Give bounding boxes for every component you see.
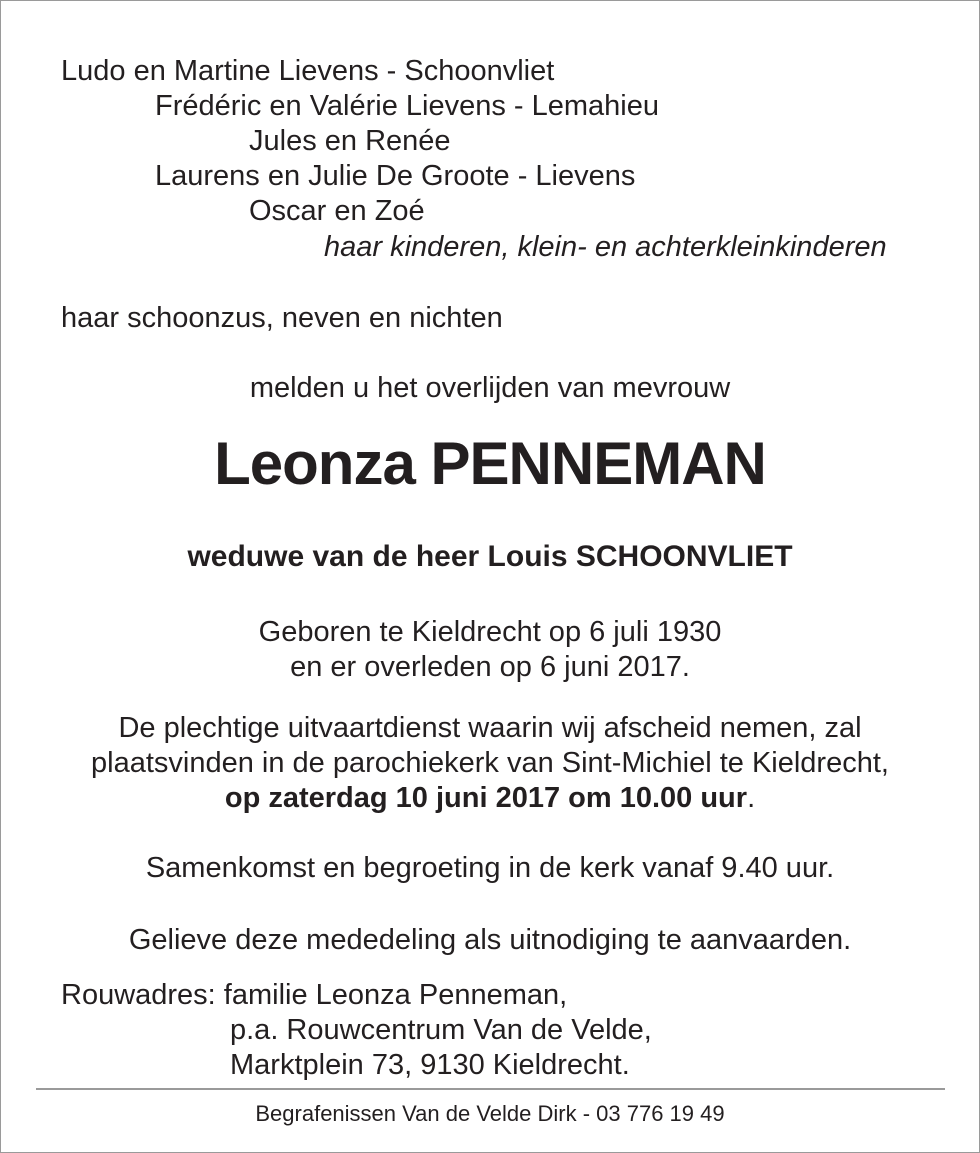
died-line: en er overleden op 6 juni 2017. [290, 651, 690, 683]
deceased-name: Leonza PENNEMAN [214, 430, 766, 497]
family-line-5: Oscar en Zoé [249, 195, 425, 227]
family-others: haar schoonzus, neven en nichten [61, 302, 503, 334]
funeral-home-footer: Begrafenissen Van de Velde Dirk - 03 776 19 49 [255, 1101, 725, 1126]
address-line-3: Marktplein 73, 9130 Kieldrecht. [230, 1049, 630, 1081]
address-line-1: Rouwadres: familie Leonza Penneman, [61, 979, 568, 1011]
widow-of: weduwe van de heer Louis SCHOONVLIET [187, 540, 793, 573]
service-datetime-suffix: . [747, 782, 756, 814]
family-line-3: Jules en Renée [249, 125, 451, 157]
service-datetime-line [1, 781, 979, 816]
service-line-1: De plechtige uitvaartdienst waarin wij afscheid nemen, zal [118, 712, 862, 744]
service-datetime: op zaterdag 10 juni 2017 om 10.00 uur [224, 782, 748, 814]
family-line-4: Laurens en Julie De Groote - Lievens [155, 160, 636, 192]
invitation-line: Gelieve deze mededeling als uitnodiging te aanvaarden. [128, 924, 852, 956]
born-line: Geboren te Kieldrecht op 6 juli 1930 [258, 616, 722, 648]
announcement-intro: melden u het overlijden van mevrouw [249, 372, 731, 404]
gathering-line: Samenkomst en begroeting in de kerk vanaf 9.40 uur. [145, 852, 835, 884]
family-line-2: Frédéric en Valérie Lievens - Lemahieu [155, 90, 660, 122]
service-line-2: plaatsvinden in de parochiekerk van Sint-Michiel te Kieldrecht, [91, 747, 889, 779]
address-line-2: p.a. Rouwcentrum Van de Velde, [230, 1014, 652, 1046]
family-relation: haar kinderen, klein- en achterkleinkinderen [324, 231, 887, 263]
family-line-1: Ludo en Martine Lievens - Schoonvliet [61, 55, 555, 87]
footer-divider [36, 1088, 945, 1090]
